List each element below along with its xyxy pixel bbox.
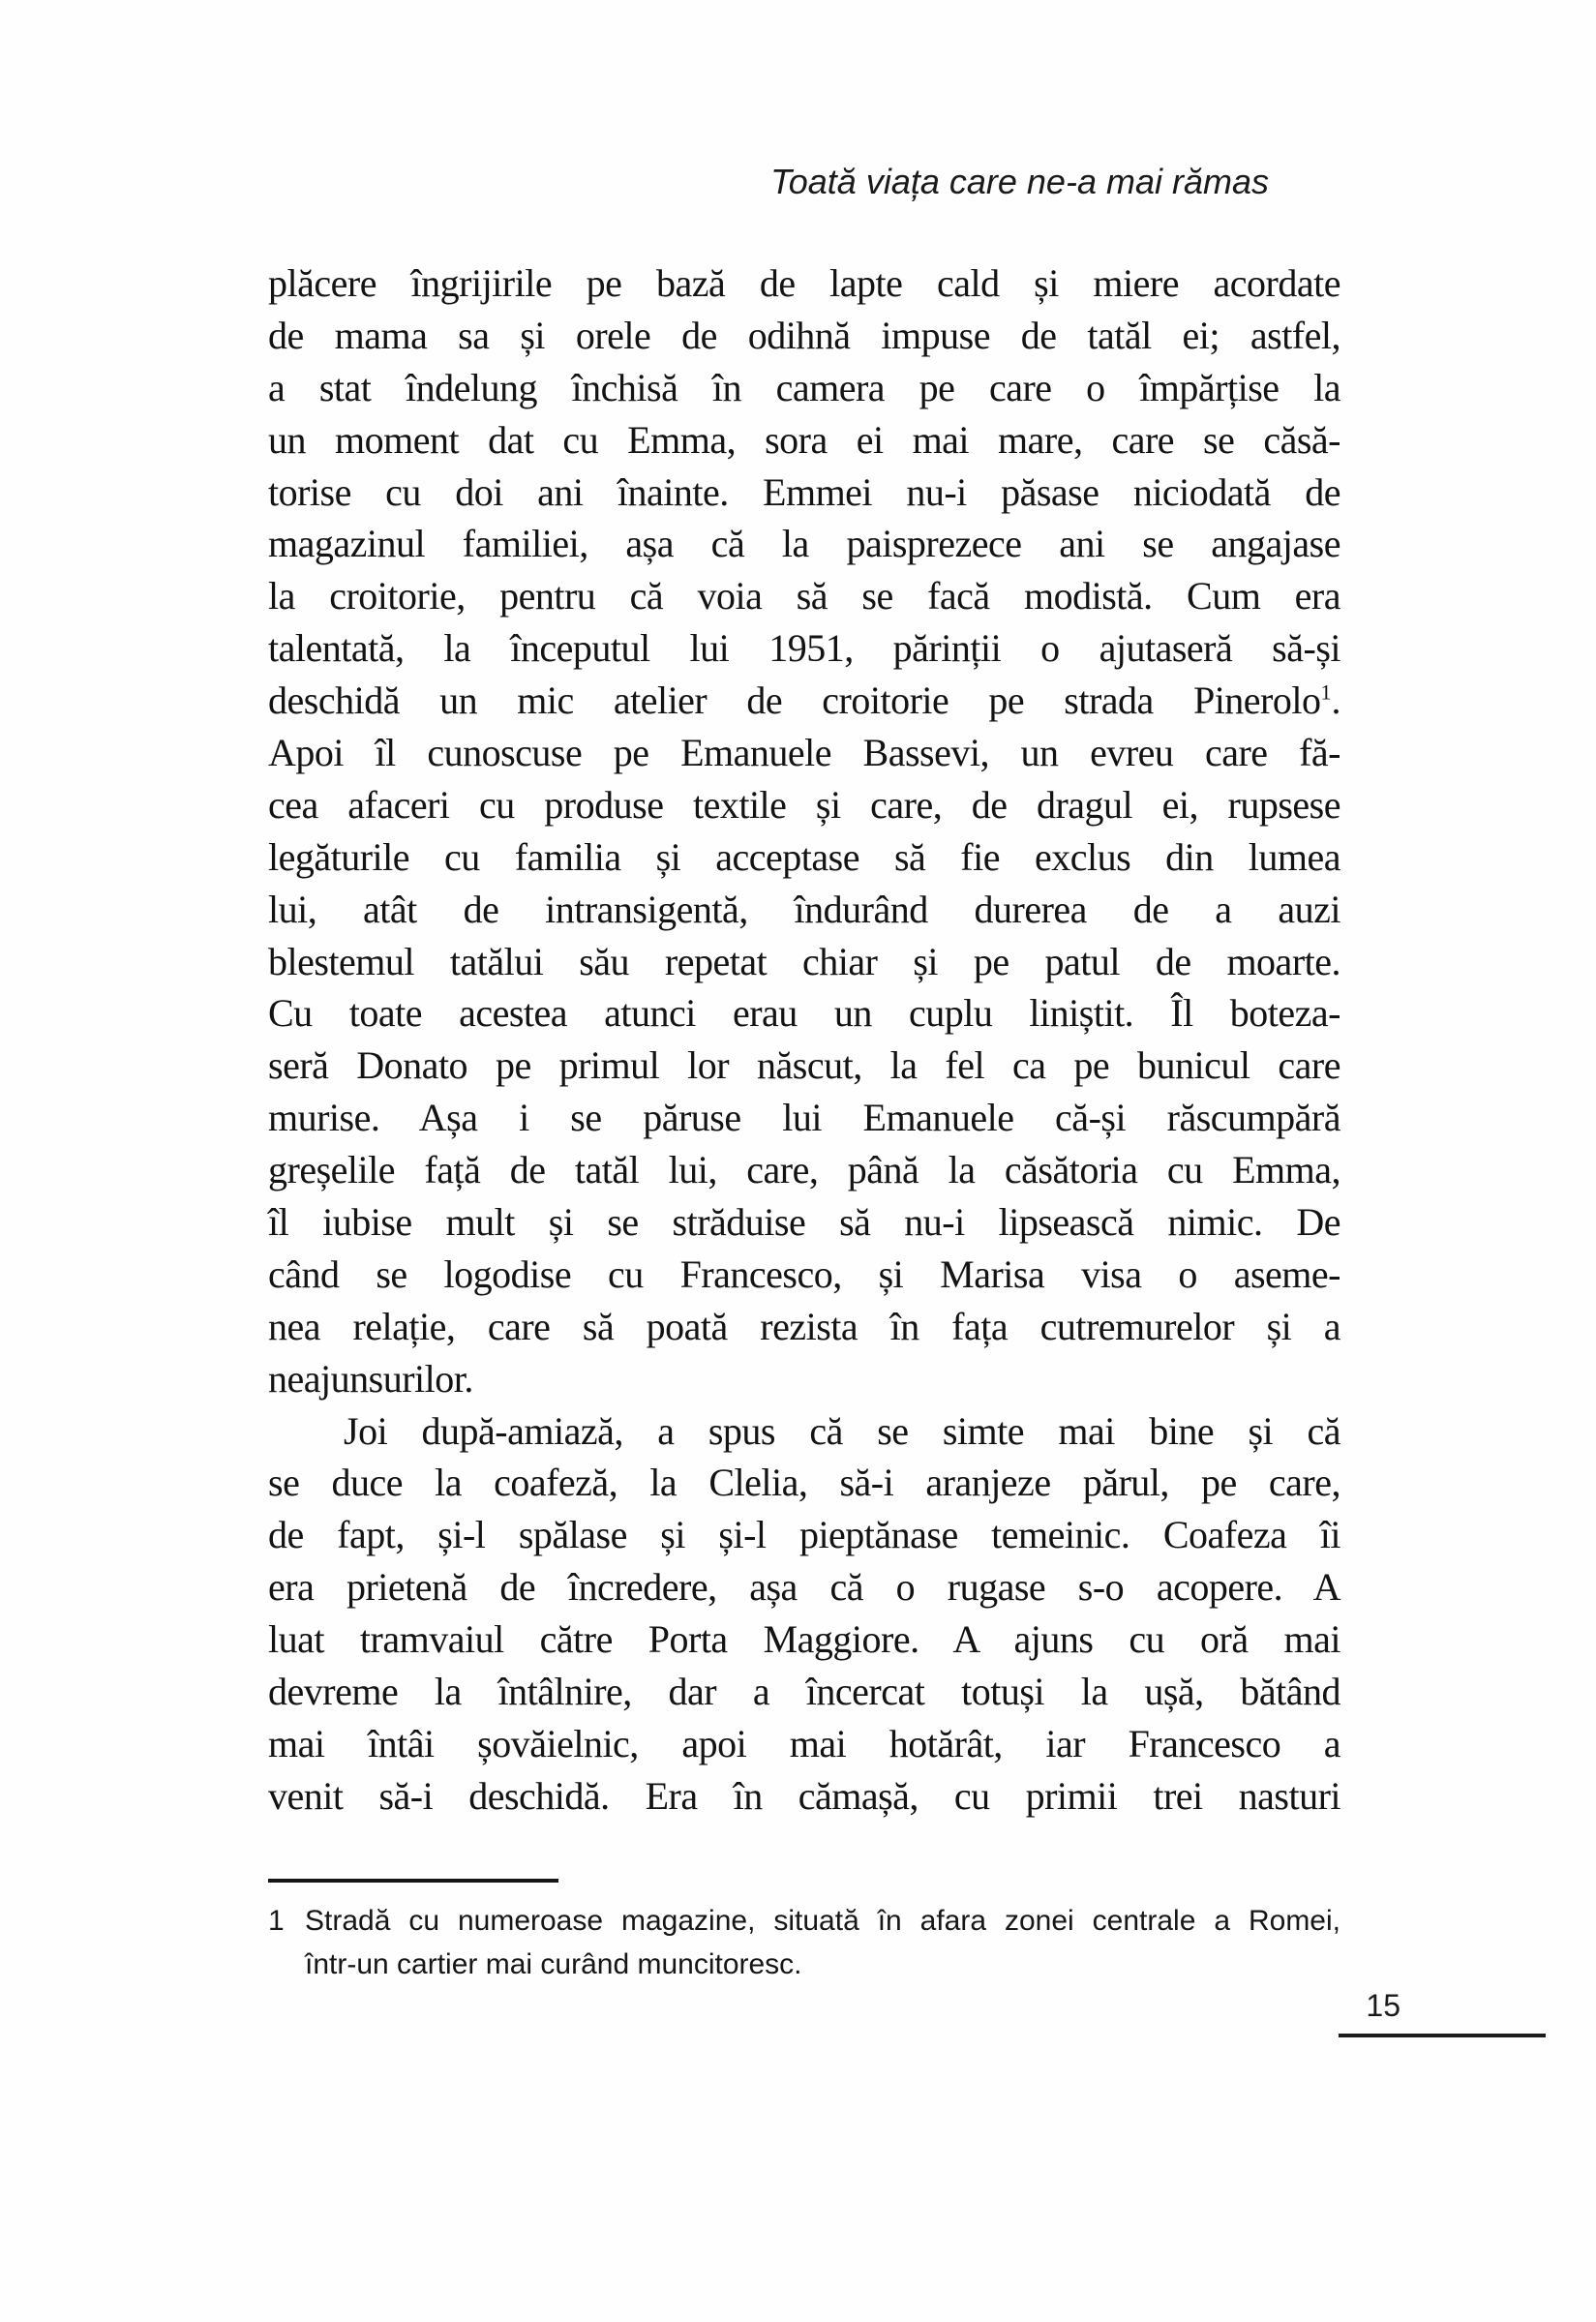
body-line: nea relație, care să poată rezista în fața cutremurelor și a <box>268 1304 1340 1348</box>
body-line: Joi după-amiază, a spus că se simte mai bine și că <box>344 1408 1340 1453</box>
body-line: cea afaceri cu produse textile și care, de dragul ei, rupsese <box>268 782 1340 827</box>
body-line: deschidă un mic atelier de croitorie pe strada Pinerolo$^1$. <box>268 679 1340 723</box>
body-line: torise cu doi ani înainte. Emmei nu-i păsase niciodată de <box>268 469 1340 514</box>
body-text <box>268 257 1340 1823</box>
body-line: la croitorie, pentru că voia să se facă modistă. Cum era <box>268 574 1340 618</box>
page-number-rule <box>1339 2034 1546 2037</box>
body-line: se duce la coafeză, la Clelia, să-i aranjeze părul, pe care, <box>268 1461 1340 1505</box>
footnote-reference: 1 <box>1320 679 1332 705</box>
footnote-lines <box>305 1899 1340 1986</box>
footnote-line: Stradă cu numeroase magazine, situată în afara zonei centrale a Romei, <box>305 1905 1340 1937</box>
body-line: de fapt, și-l spălase și și-l pieptănase temeinic. Coafeza îi <box>268 1513 1340 1557</box>
body-line: Cu toate acestea atunci erau un cuplu liniștit. Îl boteza- <box>268 991 1340 1036</box>
footnote-line: într-un cartier mai curând muncitoresc. <box>305 1948 802 1980</box>
body-line: luat tramvaiul către Porta Maggiore. A ajuns cu oră mai <box>268 1617 1340 1662</box>
body-line: un moment dat cu Emma, sora ei mai mare, care se căsă- <box>268 417 1340 462</box>
body-line: era prietenă de încredere, așa că o rugase s-o acopere. A <box>268 1565 1340 1610</box>
body-line: legăturile cu familia și acceptase să fie exclus din lumea <box>268 834 1340 879</box>
body-line: seră Donato pe primul lor născut, la fel ca pe bunicul care <box>268 1043 1340 1088</box>
body-line: când se logodise cu Francesco, și Marisa visa o aseme- <box>268 1251 1340 1296</box>
running-header: Toată viața care ne-a mai rămas <box>770 162 1269 201</box>
footnote <box>268 1899 1340 1986</box>
body-line: talentată, la începutul lui 1951, părinții o ajutaseră să-și <box>268 626 1340 671</box>
page-number: 15 <box>1366 1988 1400 2023</box>
footnote-separator <box>268 1879 558 1883</box>
body-line: mai întâi șovăielnic, apoi mai hotărât, iar Francesco a <box>268 1721 1340 1765</box>
body-line: a stat îndelung închisă în camera pe care o împărțise la <box>268 365 1340 409</box>
body-line: blestemul tatălui său repetat chiar și pe patul de moarte. <box>268 939 1340 983</box>
footnote-marker: 1 <box>268 1905 285 1937</box>
body-line: de mama sa și orele de odihnă impuse de tatăl ei; astfel, <box>268 313 1340 357</box>
body-line: greșelile față de tatăl lui, care, până la căsătoria cu Emma, <box>268 1148 1340 1192</box>
footnote-body <box>268 1899 1340 1986</box>
body-line: îl iubise mult și se străduise să nu-i lipsească nimic. De <box>268 1200 1340 1245</box>
body-line: neajunsurilor. <box>268 1356 473 1401</box>
body-line: lui, atât de intransigentă, îndurând durerea de a auzi <box>268 887 1340 931</box>
body-line: magazinul familiei, așa că la paisprezece ani se angajase <box>268 522 1340 566</box>
body-line: venit să-i deschidă. Era în cămașă, cu primii trei nasturi <box>268 1773 1340 1818</box>
body-line: devreme la întâlnire, dar a încercat totuși la ușă, bătând <box>268 1670 1340 1714</box>
body-line: murise. Așa i se păruse lui Emanuele că-și răscumpără <box>268 1096 1340 1140</box>
body-line: plăcere îngrijirile pe bază de lapte cald și miere acordate <box>268 261 1340 305</box>
body-line: Apoi îl cunoscuse pe Emanuele Bassevi, un evreu care fă- <box>268 731 1340 775</box>
